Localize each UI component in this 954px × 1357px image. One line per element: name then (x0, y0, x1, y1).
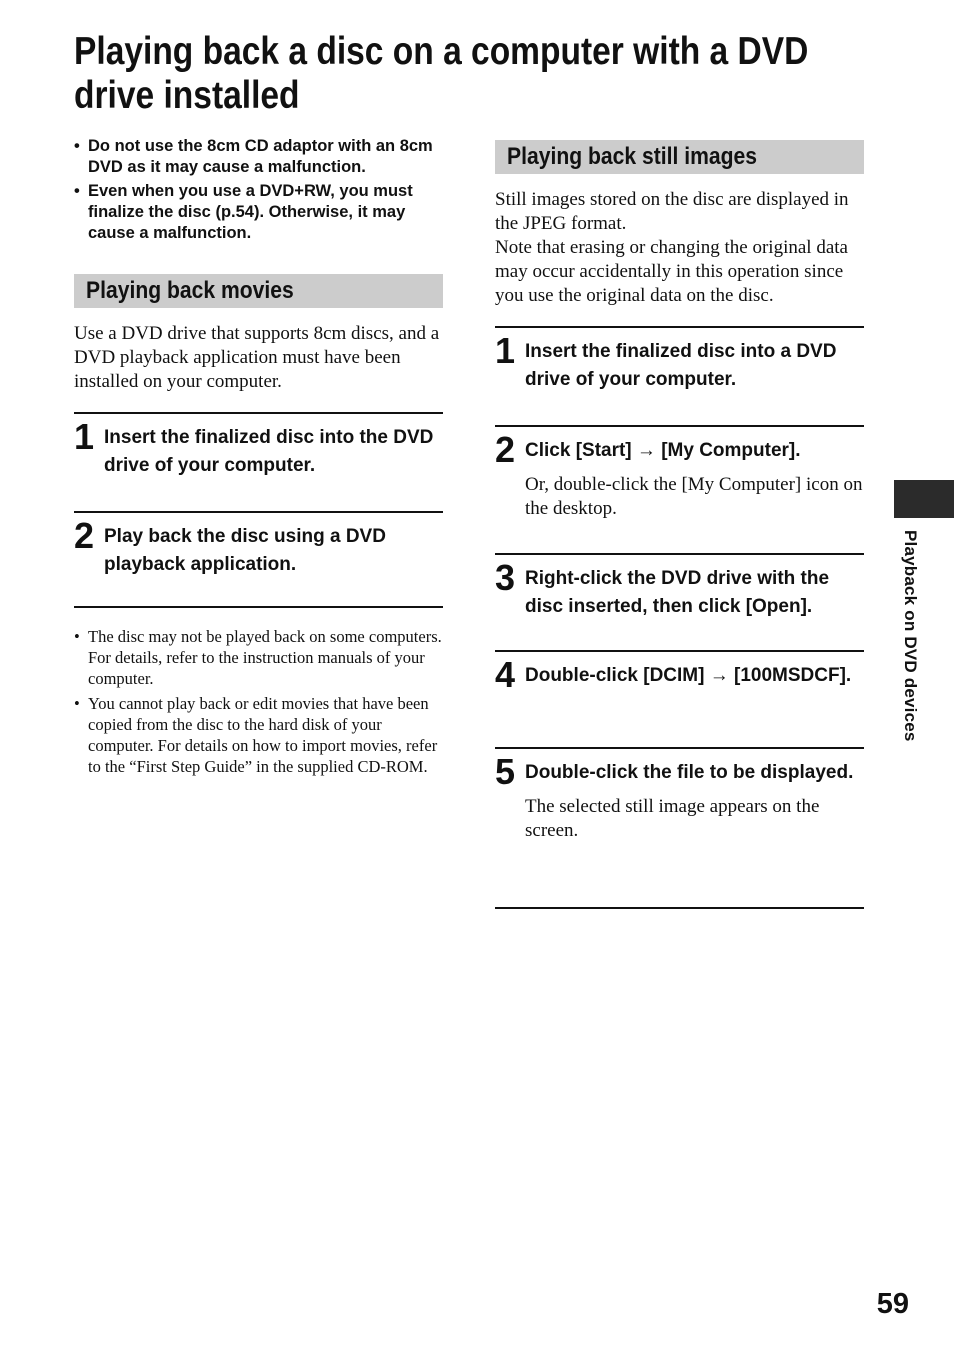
note-item: • You cannot play back or edit movies that have been copied from the disc to the hard disk of your computer. For details on how to import movies, refer to the “First Step Guide” in the supplied CD-ROM. (74, 693, 443, 777)
still-step-2 (495, 427, 864, 553)
notes-list (74, 626, 443, 777)
page-title: Playing back a disc on a computer with a DVD drive installed (74, 30, 809, 117)
still-step-4 (495, 652, 864, 747)
step-text: Insert the finalized disc into a DVD drive of your computer. (525, 341, 837, 390)
warning-list (74, 136, 443, 244)
divider (74, 606, 443, 608)
left-column (74, 136, 443, 781)
step-text: Play back the disc using a DVD playback application. (104, 526, 386, 575)
warning-item: • Even when you use a DVD+RW, you must finalize the disc (p.54). Otherwise, it may cause a malfunction. (74, 181, 443, 244)
step-number: 2 (74, 515, 95, 556)
step-note: Or, double-click the [My Computer] icon on the desktop. (525, 474, 863, 519)
still-intro-1: Still images stored on the disc are displayed in the JPEG format. (495, 189, 849, 234)
chapter-tab (894, 480, 954, 518)
note-item: • The disc may not be played back on some computers. For details, refer to the instruction manuals of your computer. (74, 626, 443, 689)
page-number: 59 (876, 1288, 909, 1320)
divider (495, 907, 864, 909)
still-step-5 (495, 749, 864, 907)
step-text: Double-click the file to be displayed. (525, 762, 854, 783)
warning-item: • Do not use the 8cm CD adaptor with an 8cm DVD as it may cause a malfunction. (74, 136, 443, 178)
step-text: Click [Start] → [My Computer]. (525, 440, 801, 461)
section-heading-movies: Playing back movies (74, 274, 443, 308)
step-text: Double-click [DCIM] → [100MSDCF]. (525, 665, 852, 686)
still-intro-2: Note that erasing or changing the original data may occur accidentally in this operation since you use the original data on the disc. (495, 237, 848, 306)
right-column (495, 140, 864, 909)
chapter-label: Playback on DVD devices (901, 530, 920, 742)
movie-step-2 (74, 513, 443, 606)
step-number: 5 (495, 751, 516, 792)
step-number: 1 (495, 330, 516, 371)
step-note: The selected still image appears on the screen. (525, 796, 820, 841)
movies-intro: Use a DVD drive that supports 8cm discs, and a DVD playback application must have been installed on your computer. (74, 323, 440, 392)
still-step-3 (495, 555, 864, 650)
section-heading-still-images: Playing back still images (495, 140, 864, 174)
still-step-1 (495, 328, 864, 425)
step-number: 1 (74, 416, 95, 457)
step-number: 2 (495, 429, 516, 470)
movie-step-1 (74, 414, 443, 511)
step-number: 4 (495, 654, 516, 695)
step-number: 3 (495, 557, 516, 598)
step-text: Right-click the DVD drive with the disc inserted, then click [Open]. (525, 568, 830, 617)
step-text: Insert the finalized disc into the DVD drive of your computer. (104, 427, 434, 476)
